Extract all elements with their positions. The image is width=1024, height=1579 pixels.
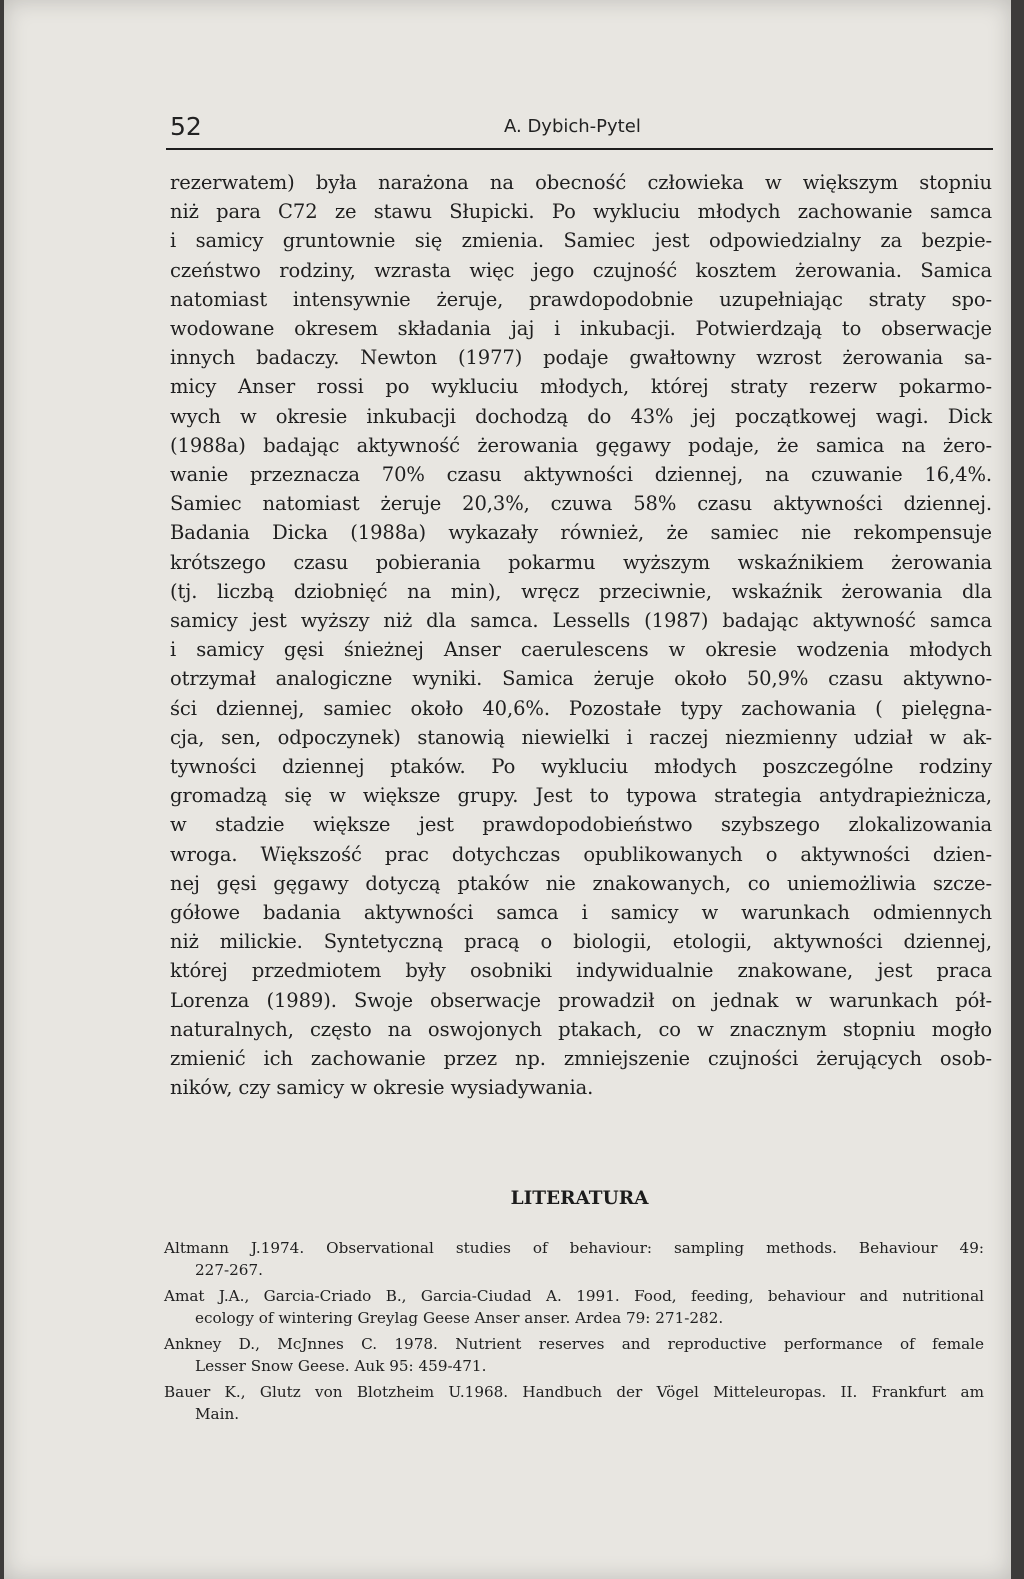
reference-line: Altmann J.1974. Observational studies of behaviour: sampling methods. Behaviour 49:	[164, 1239, 984, 1257]
text-line: wych w okresie inkubacji dochodzą do 43% jej początkowej wagi. Dick	[170, 404, 992, 428]
page-number: 52	[170, 112, 202, 141]
text-line: Badania Dicka (1988a) wykazały również, że samiec nie rekompensuje	[170, 521, 992, 545]
reference-line: Lesser Snow Geese. Auk 95: 459-471.	[195, 1357, 487, 1375]
text-line: w stadzie większe jest prawdopodobieństwo szybszego zlokalizowania	[170, 813, 992, 837]
text-line: gromadzą się w większe grupy. Jest to typowa strategia antydrapieżnicza,	[170, 784, 992, 808]
text-line: innych badaczy. Newton (1977) podaje gwałtowny wzrost żerowania sa-	[170, 346, 992, 370]
text-line: niż milickie. Syntetyczną pracą o biologii, etologii, aktywności dziennej,	[170, 930, 992, 954]
text-line: naturalnych, często na oswojonych ptakach, co w znacznym stopniu mogło	[170, 1017, 992, 1041]
reference-item	[164, 1285, 984, 1329]
body-paragraph	[170, 168, 992, 1103]
text-line: rezerwatem) była narażona na obecność człowieka w większym stopniu	[170, 171, 992, 194]
reference-line: 227-267.	[195, 1261, 263, 1279]
reference-list	[164, 1237, 984, 1429]
reference-line: Main.	[195, 1405, 240, 1423]
running-header-author: A. Dybich-Pytel	[504, 116, 641, 137]
reference-item	[164, 1333, 984, 1377]
text-line: nej gęsi gęgawy dotyczą ptaków nie znakowanych, co uniemożliwia szcze-	[170, 871, 992, 895]
text-line: wroga. Większość prac dotychczas opublikowanych o aktywności dzien-	[170, 842, 992, 866]
text-line: otrzymał analogiczne wyniki. Samica żeruje około 50,9% czasu aktywno-	[170, 667, 992, 691]
text-line: Samiec natomiast żeruje 20,3%, czuwa 58% czasu aktywności dziennej.	[170, 492, 992, 516]
text-line: wanie przeznacza 70% czasu aktywności dziennej, na czuwanie 16,4%.	[170, 463, 992, 487]
reference-line: Bauer K., Glutz von Blotzheim U.1968. Handbuch der Vögel Mitteleuropas. II. Frankfurt am	[164, 1383, 984, 1401]
reference-line: Ankney D., McJnnes C. 1978. Nutrient reserves and reproductive performance of female	[164, 1335, 984, 1353]
text-line: ników, czy samicy w okresie wysiadywania.	[170, 1076, 594, 1100]
text-line: wodowane okresem składania jaj i inkubacji. Potwierdzają to obserwacje	[170, 317, 992, 341]
text-line: krótszego czasu pobierania pokarmu wyższym wskaźnikiem żerowania	[170, 550, 992, 574]
text-line: i samicy gruntownie się zmienia. Samiec jest odpowiedzialny za bezpie-	[170, 229, 992, 253]
text-line: tywności dziennej ptaków. Po wykluciu młodych poszczególne rodziny	[170, 755, 992, 779]
text-line: zmienić ich zachowanie przez np. zmniejszenie czujności żerujących osob-	[170, 1047, 992, 1071]
text-line: (tj. liczbą dziobnięć na min), wręcz przeciwnie, wskaźnik żerowania dla	[170, 579, 992, 603]
text-line: i samicy gęsi śnieżnej Anser caerulescens w okresie wodzenia młodych	[170, 638, 992, 662]
text-line: czeństwo rodziny, wzrasta więc jego czujność kosztem żerowania. Samica	[170, 258, 992, 282]
reference-item	[164, 1237, 984, 1281]
reference-line: ecology of wintering Greylag Geese Anser anser. Ardea 79: 271-282.	[195, 1309, 724, 1327]
text-line: natomiast intensywnie żeruje, prawdopodobnie uzupełniając straty spo-	[170, 287, 992, 311]
text-line: ści dziennej, samiec około 40,6%. Pozostałe typy zachowania ( pielęgna-	[170, 696, 992, 720]
text-line: niż para C72 ze stawu Słupicki. Po wykluciu młodych zachowanie samca	[170, 200, 992, 224]
text-line: (1988a) badając aktywność żerowania gęgawy podaje, że samica na żero-	[170, 433, 992, 457]
text-line: której przedmiotem były osobniki indywidualnie znakowane, jest praca	[170, 959, 992, 983]
document-page	[4, 0, 1011, 1579]
text-line: cja, sen, odpoczynek) stanowią niewielki i raczej niezmienny udział w ak-	[170, 725, 992, 749]
literature-heading: LITERATURA	[510, 1188, 649, 1209]
text-line: gółowe badania aktywności samca i samicy w warunkach odmiennych	[170, 901, 992, 925]
reference-line: Amat J.A., Garcia-Criado B., Garcia-Ciudad A. 1991. Food, feeding, behaviour and nutritional	[164, 1287, 984, 1305]
running-header	[166, 108, 993, 150]
text-line: Lorenza (1989). Swoje obserwacje prowadził on jednak w warunkach pół-	[170, 988, 992, 1012]
text-line: micy Anser rossi po wykluciu młodych, której straty rezerw pokarmo-	[170, 375, 992, 399]
reference-item	[164, 1381, 984, 1425]
text-line: samicy jest wyższy niż dla samca. Lessells (1987) badając aktywność samca	[170, 609, 992, 633]
